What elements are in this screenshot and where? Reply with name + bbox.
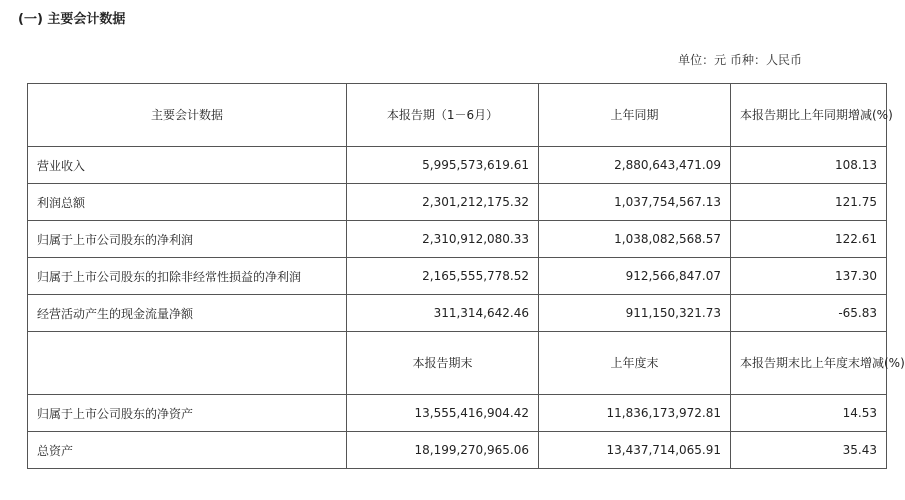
prior-value: 911,150,321.73 bbox=[539, 295, 731, 332]
change-value: 14.53 bbox=[731, 395, 887, 432]
header-cell-item: 主要会计数据 bbox=[28, 84, 347, 147]
header-cell-current-period: 本报告期（1－6月） bbox=[347, 84, 539, 147]
current-value: 13,555,416,904.42 bbox=[347, 395, 539, 432]
table-header-row bbox=[28, 84, 887, 147]
header-cell-prior-period: 上年同期 bbox=[539, 84, 731, 147]
key-accounting-data-table bbox=[27, 83, 905, 469]
change-value: 122.61 bbox=[731, 221, 887, 258]
prior-value: 1,037,754,567.13 bbox=[539, 184, 731, 221]
table-row bbox=[28, 184, 887, 221]
row-label: 归属于上市公司股东的净利润 bbox=[28, 221, 347, 258]
prior-value: 912,566,847.07 bbox=[539, 258, 731, 295]
unit-currency-note: 单位：元 币种：人民币 bbox=[678, 53, 802, 67]
change-value: 137.30 bbox=[731, 258, 887, 295]
table-row bbox=[28, 295, 887, 332]
table-row bbox=[28, 395, 887, 432]
current-value: 18,199,270,965.06 bbox=[347, 432, 539, 469]
subheader-cell-prior-year-end: 上年度末 bbox=[539, 332, 731, 395]
table-row bbox=[28, 221, 887, 258]
current-value: 5,995,573,619.61 bbox=[347, 147, 539, 184]
row-label: 归属于上市公司股东的净资产 bbox=[28, 395, 347, 432]
current-value: 2,310,912,080.33 bbox=[347, 221, 539, 258]
subheader-cell-item bbox=[28, 332, 347, 395]
subheader-cell-period-end: 本报告期末 bbox=[347, 332, 539, 395]
row-label: 经营活动产生的现金流量净额 bbox=[28, 295, 347, 332]
section-title: (一) 主要会计数据 bbox=[18, 12, 126, 27]
change-value: 121.75 bbox=[731, 184, 887, 221]
table-row bbox=[28, 258, 887, 295]
current-value: 2,165,555,778.52 bbox=[347, 258, 539, 295]
header-cell-change-pct: 本报告期比上年同期增减(%) bbox=[731, 84, 887, 147]
prior-value: 11,836,173,972.81 bbox=[539, 395, 731, 432]
subheader-cell-change-pct: 本报告期末比上年度末增减(%) bbox=[731, 332, 887, 395]
change-value: 108.13 bbox=[731, 147, 887, 184]
table-row bbox=[28, 147, 887, 184]
table-subheader-row bbox=[28, 332, 887, 395]
row-label: 营业收入 bbox=[28, 147, 347, 184]
table-row bbox=[28, 432, 887, 469]
change-value: -65.83 bbox=[731, 295, 887, 332]
prior-value: 2,880,643,471.09 bbox=[539, 147, 731, 184]
prior-value: 13,437,714,065.91 bbox=[539, 432, 731, 469]
row-label: 归属于上市公司股东的扣除非经常性损益的净利润 bbox=[28, 258, 347, 295]
row-label: 利润总额 bbox=[28, 184, 347, 221]
change-value: 35.43 bbox=[731, 432, 887, 469]
current-value: 2,301,212,175.32 bbox=[347, 184, 539, 221]
prior-value: 1,038,082,568.57 bbox=[539, 221, 731, 258]
row-label: 总资产 bbox=[28, 432, 347, 469]
current-value: 311,314,642.46 bbox=[347, 295, 539, 332]
